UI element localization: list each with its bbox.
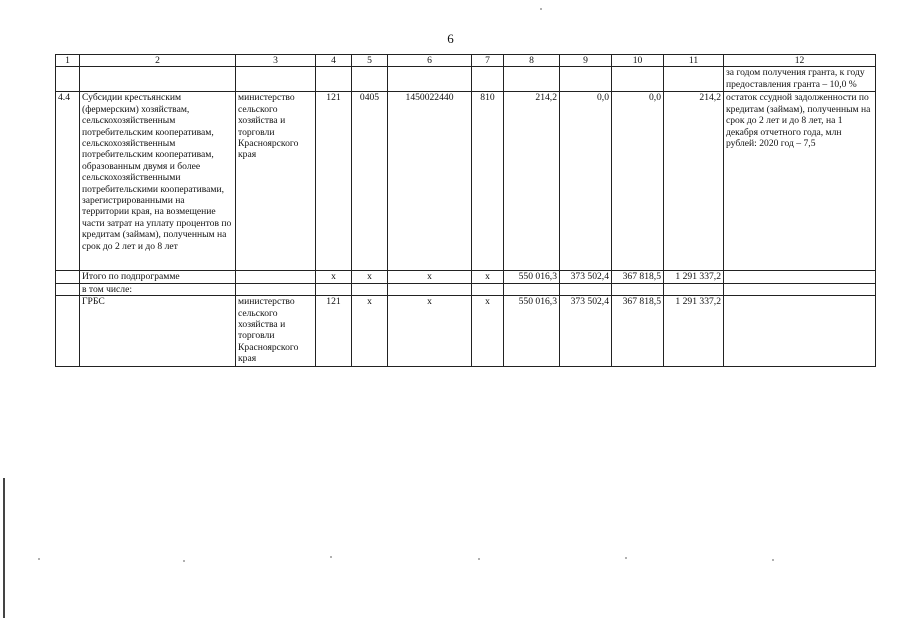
- amount-cell: 550 016,3: [504, 271, 560, 283]
- table-row-continuation: [56, 67, 876, 92]
- table-cell: [388, 67, 472, 92]
- table-cell: [316, 283, 352, 295]
- column-header: 11: [664, 55, 724, 67]
- scan-speck: [183, 560, 185, 562]
- scan-speck: [330, 556, 332, 558]
- table-cell: [472, 283, 504, 295]
- column-header: 9: [560, 55, 612, 67]
- table-cell: [56, 283, 80, 295]
- table-cell: [560, 67, 612, 92]
- column-number-row: [56, 55, 876, 67]
- table-cell: [352, 283, 388, 295]
- column-header: 8: [504, 55, 560, 67]
- expense-type-cell: 810: [472, 92, 504, 271]
- amount-cell: 214,2: [504, 92, 560, 271]
- table-cell: [560, 283, 612, 295]
- table-cell: х: [388, 271, 472, 283]
- grbs-code-cell: 121: [316, 296, 352, 367]
- table-cell: [56, 271, 80, 283]
- table-cell: [236, 271, 316, 283]
- table-cell: [56, 296, 80, 367]
- section-code-cell: 0405: [352, 92, 388, 271]
- column-header: 7: [472, 55, 504, 67]
- column-header: 10: [612, 55, 664, 67]
- table-cell: [612, 283, 664, 295]
- table-cell: х: [472, 271, 504, 283]
- scan-speck: [540, 8, 542, 10]
- table-cell: [236, 67, 316, 92]
- table-cell: [236, 283, 316, 295]
- amount-cell: 373 502,4: [560, 271, 612, 283]
- column-header: 6: [388, 55, 472, 67]
- table-cell: [724, 271, 876, 283]
- column-header: 3: [236, 55, 316, 67]
- table-cell: [56, 67, 80, 92]
- expense-type-cell: х: [472, 296, 504, 367]
- table-cell: [352, 67, 388, 92]
- section-code-cell: х: [352, 296, 388, 367]
- amount-cell: 0,0: [612, 92, 664, 271]
- column-header: 1: [56, 55, 80, 67]
- budget-table: [55, 54, 876, 367]
- table-row-grbs: [56, 296, 876, 367]
- amount-cell: 0,0: [560, 92, 612, 271]
- scan-margin-line: [3, 478, 5, 618]
- column-header: 5: [352, 55, 388, 67]
- table-row-item-4-4: [56, 92, 876, 271]
- table-cell: [724, 296, 876, 367]
- scan-speck: [625, 557, 627, 559]
- table-row-subprogram-total: [56, 271, 876, 283]
- item-name-cell: ГРБС: [80, 296, 236, 367]
- table-row-including: [56, 283, 876, 295]
- page-number: 6: [447, 31, 454, 46]
- scan-speck: [772, 559, 774, 561]
- table-cell: х: [316, 271, 352, 283]
- target-article-cell: х: [388, 296, 472, 367]
- column-header: 2: [80, 55, 236, 67]
- table-cell: [504, 67, 560, 92]
- table-cell: х: [352, 271, 388, 283]
- administrator-cell: министерство сельского хозяйства и торговли Красноярского края: [236, 296, 316, 367]
- table-cell: [316, 67, 352, 92]
- column-header: 12: [724, 55, 876, 67]
- item-name-cell: Итого по подпрограмме: [80, 271, 236, 283]
- table-cell: [664, 283, 724, 295]
- item-name-cell: в том числе:: [80, 283, 236, 295]
- table-cell: [388, 283, 472, 295]
- administrator-cell: министерство сельского хозяйства и торговли Красноярского края: [236, 92, 316, 271]
- scan-speck: [38, 558, 40, 560]
- total-amount-cell: 214,2: [664, 92, 724, 271]
- total-amount-cell: 1 291 337,2: [664, 296, 724, 367]
- table-cell: [504, 283, 560, 295]
- indicator-cell: остаток ссудной задолженности по кредитам (займам), полученным на срок до 2 лет и до 8 лет, на 1 декабря отчетного года, млн рублей: 2020 год – 7,5: [724, 92, 876, 271]
- grbs-code-cell: 121: [316, 92, 352, 271]
- amount-cell: 367 818,5: [612, 296, 664, 367]
- item-name-cell: Субсидии крестьянским (фермерским) хозяйствам, сельскохозяйственным потребительским кооперативам, сельскохозяйственным потребительским кооперативам, образованным двумя и более сельскохозяйственными потребительскими кооперативами, зарегистрированными на территории края, на возмещение части затрат на уплату процентов по кредитам (займам), полученным на срок до 2 лет и до 8 лет: [80, 92, 236, 271]
- column-header: 4: [316, 55, 352, 67]
- amount-cell: 550 016,3: [504, 296, 560, 367]
- scan-speck: [478, 558, 480, 560]
- table-cell: [664, 67, 724, 92]
- item-number-cell: 4.4: [56, 92, 80, 271]
- table-cell: [80, 67, 236, 92]
- amount-cell: 373 502,4: [560, 296, 612, 367]
- target-article-cell: 1450022440: [388, 92, 472, 271]
- table-cell: [724, 283, 876, 295]
- total-amount-cell: 1 291 337,2: [664, 271, 724, 283]
- indicator-cell: за годом получения гранта, к году предоставления гранта – 10,0 %: [724, 67, 876, 92]
- table-cell: [472, 67, 504, 92]
- amount-cell: 367 818,5: [612, 271, 664, 283]
- table-cell: [612, 67, 664, 92]
